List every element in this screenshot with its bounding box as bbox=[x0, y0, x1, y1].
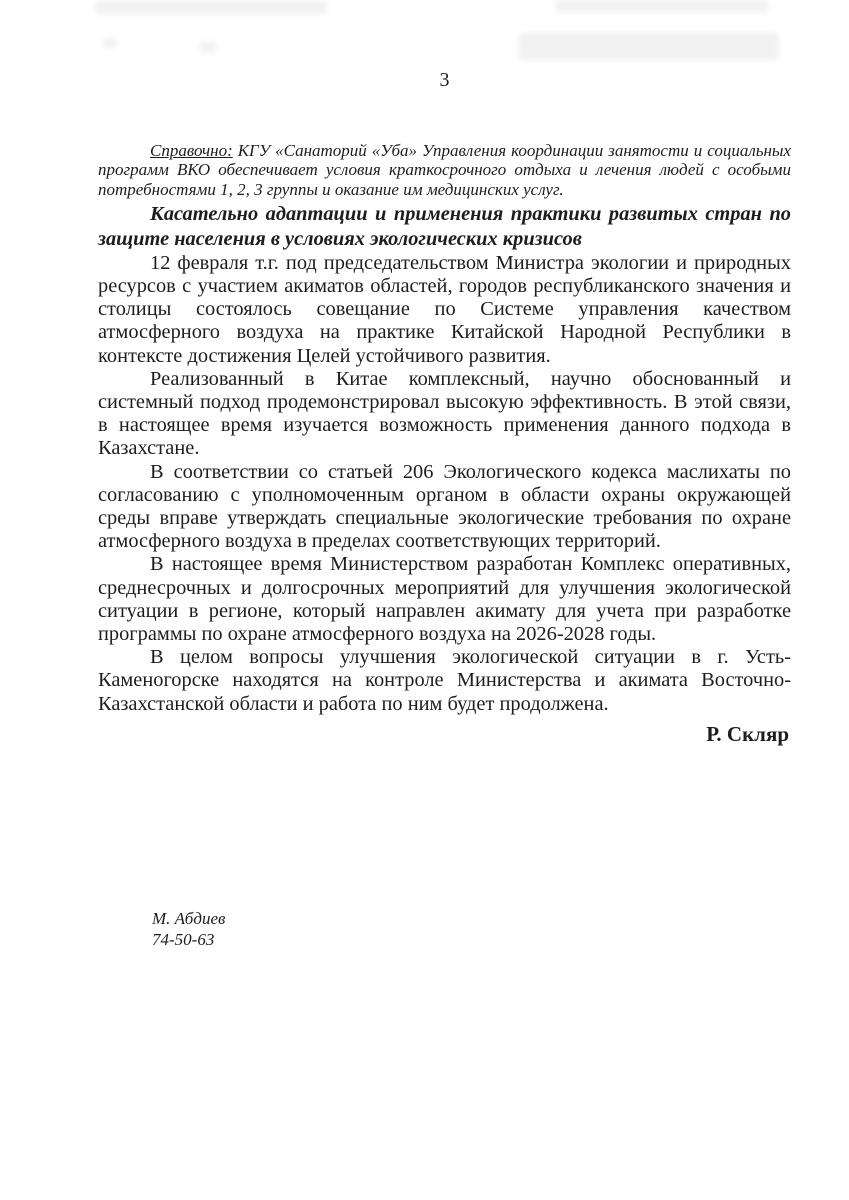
page-number: 3 bbox=[439, 69, 450, 91]
reference-note-text: КГУ «Санаторий «Уба» Управления координации занятости и социальных программ ВКО обеспечивает условия краткосрочного отдыха и лечения людей с особыми потребностями 1, 2, 3 группы и оказание им медицинских услуг. bbox=[98, 141, 791, 199]
paragraph: В целом вопросы улучшения экологической ситуации в г. Усть-Каменогорске находятся на контроле Министерства и акимата Восточно-Казахстанской области и работа по ним будет продолжена. bbox=[98, 646, 791, 715]
document-body bbox=[98, 141, 791, 716]
redaction-smudge bbox=[95, 1, 327, 14]
redaction-smudge bbox=[519, 33, 779, 60]
executor-block bbox=[152, 908, 225, 950]
redaction-smudge bbox=[200, 42, 216, 52]
paragraph: 12 февраля т.г. под председательством Министра экологии и природных ресурсов с участием акиматов областей, городов республиканского значения и столицы состоялось совещание по Системе управления качеством атмосферного воздуха на практике Китайской Народной Республики в контексте достижения Целей устойчивого развития. bbox=[98, 251, 791, 367]
executor-phone: 74-50-63 bbox=[152, 930, 215, 949]
paragraph: В настоящее время Министерством разработан Комплекс оперативных, среднесрочных и долгосрочных мероприятий для улучшения экологической ситуации в регионе, который направлен акимату для учета при разработке программы по охране атмосферного воздуха на 2026-2028 годы. bbox=[98, 553, 791, 646]
paragraph: В соответствии со статьей 206 Экологического кодекса маслихаты по согласованию с уполномоченным органом в области охраны окружающей среды вправе утверждать специальные экологические требования по охране атмосферного воздуха в пределах соответствующих территорий. bbox=[98, 460, 791, 553]
reference-note bbox=[98, 141, 791, 199]
executor-name: М. Абдиев bbox=[152, 909, 226, 928]
section-heading: Касательно адаптации и применения практики развитых стран по защите населения в условиях экологических кризисов bbox=[98, 203, 791, 251]
redaction-smudge bbox=[556, 0, 768, 12]
paragraph: Реализованный в Китае комплексный, научно обоснованный и системный подход продемонстрировал высокую эффективность. В этой связи, в настоящее время изучается возможность применения данного подхода в Казахстане. bbox=[98, 367, 791, 460]
redaction-smudge bbox=[103, 38, 117, 48]
signature-name: Р. Скляр bbox=[706, 722, 789, 746]
reference-note-label: Справочно: bbox=[150, 141, 233, 160]
